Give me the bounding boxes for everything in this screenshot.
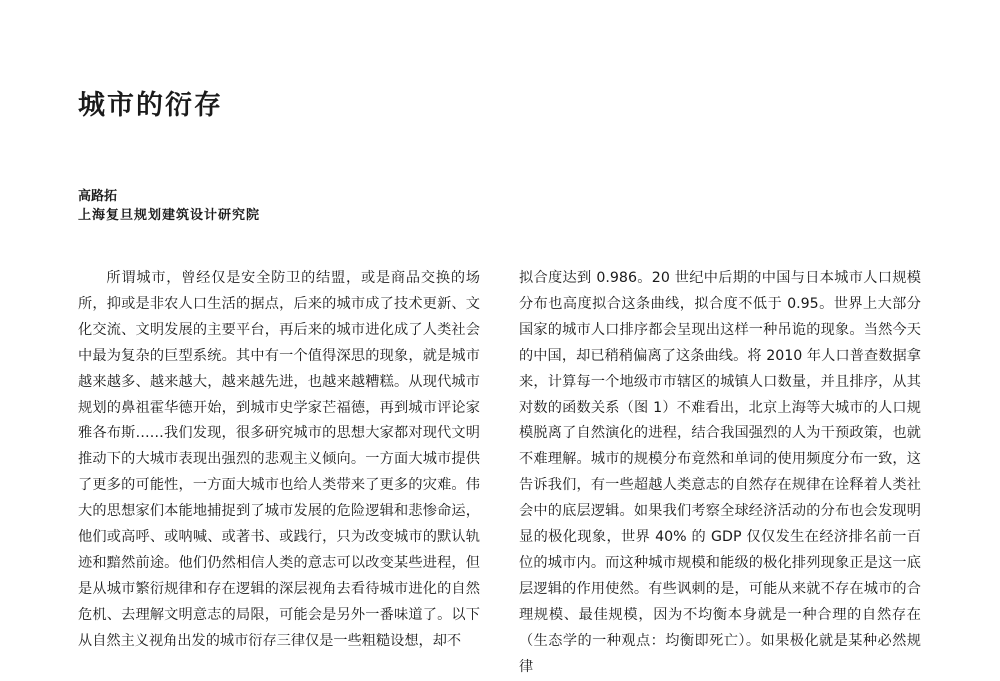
body-column-right [519,266,921,681]
body-paragraph: 拟合度达到 0.986。20 世纪中后期的中国与日本城市人口规模分布也高度拟合这条曲线，拟合度不低于 0.95。世界上大部分国家的城市人口排序都会呈现出这样一种吊诡的现象。当然今天的中国，却已稍稍偏离了这条曲线。将 2010 年人口普查数据拿来，计算每一个地级市市辖区的城镇人口数量，并且排序，从其对数的函数关系（图 1）不难看出，北京上海等大城市的人口规模脱离了自然演化的进程，结合我国强烈的人为干预政策，也就不难理解。城市的规模分布竟然和单词的使用频度分布一致，这告诉我们，有一些超越人类意志的自然存在规律在诠释着人类社会中的底层逻辑。如果我们考察全球经济活动的分布也会发现明显的极化现象，世界 40% 的 GDP 仅仅发生在经济排名前一百位的城市内。而这种城市规模和能级的极化排列现象正是这一底层逻辑的作用使然。有些讽刺的是，可能从来就不存在城市的合理规模、最佳规模，因为不均衡本身就是一种合理的自然存在（生态学的一种观点：均衡即死亡）。如果极化就是某种必然规律 [519,270,921,675]
author-name: 高路拓 [78,189,118,204]
body-paragraph: 所谓城市，曾经仅是安全防卫的结盟，或是商品交换的场所，抑或是非农人口生活的据点，后来的城市成了技术更新、文化交流、文明发展的主要平台，再后来的城市进化成了人类社会中最为复杂的巨型系统。其中有一个值得深思的现象，就是城市越来越多、越来越大，越来越先进，也越来越糟糕。从现代城市规划的鼻祖霍华德开始，到城市史学家芒福德，再到城市评论家雅各布斯……我们发现，很多研究城市的思想大家都对现代文明推动下的大城市表现出强烈的悲观主义倾向。一方面大城市提供了更多的可能性，一方面大城市也给人类带来了更多的灾难。伟大的思想家们本能地捕捉到了城市发展的危险逻辑和悲惨命运，他们或高呼、或呐喊、或著书、或践行，只为改变城市的默认轨迹和黯然前途。他们仍然相信人类的意志可以改变某些进程，但是从城市繁衍规律和存在逻辑的深层视角去看待城市进化的自然危机、去理解文明意志的局限，可能会是另外一番味道了。以下从自然主义视角出发的城市衍存三律仅是一些粗糙设想，却不 [78,270,480,649]
article-title: 城市的衍存 [78,90,223,121]
author-affiliation: 上海复旦规划建筑设计研究院 [78,208,261,223]
body-column-left [78,266,480,655]
